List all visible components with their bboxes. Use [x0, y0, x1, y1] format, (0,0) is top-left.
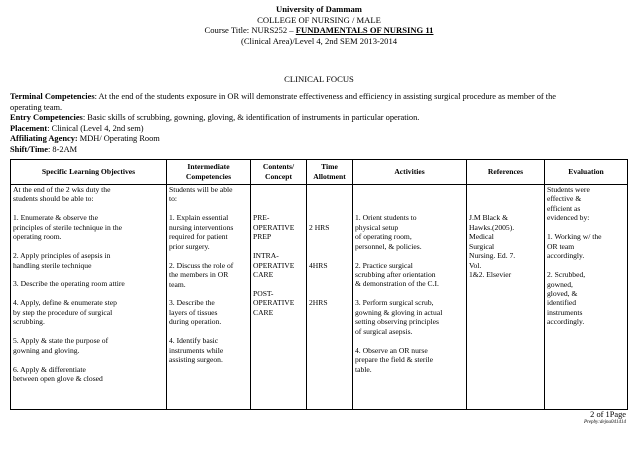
cell-line: gowned,: [547, 279, 573, 289]
competency-label: Shift/Time: [10, 144, 49, 154]
cell-line: [309, 251, 350, 260]
college-name: COLLEGE OF NURSING / MALE: [257, 14, 381, 25]
cell-line: Vol.: [469, 260, 482, 270]
header-activities: Activities: [353, 160, 467, 185]
cell-line: required for patient: [169, 232, 228, 242]
cell-line: handling sterile technique: [13, 260, 92, 270]
cell-line: 4. Observe an OR nurse: [355, 345, 428, 355]
cell-line: [309, 270, 350, 279]
cell-line: between open glove & closed: [13, 373, 103, 383]
table-header-row: [11, 160, 628, 185]
cell-line: [253, 242, 304, 251]
cell-line: OPERATIVE: [253, 260, 295, 270]
cell-line: of operating room,: [355, 232, 412, 242]
cell-line: personnel, & policies.: [355, 241, 422, 251]
cell-line: [253, 204, 304, 213]
cell-line: 1&2. Elsevier: [469, 270, 512, 280]
learning-plan-table: [10, 159, 628, 410]
competency-label: Affiliating Agency:: [10, 134, 78, 143]
cell-line: 3. Perform surgical scrub,: [355, 298, 434, 308]
objectives-cell: [11, 185, 167, 410]
cell-line: 1. Enumerate & observe the: [13, 213, 98, 223]
cell-line: CARE: [253, 307, 274, 317]
cell-line: 4. Identify basic: [169, 336, 219, 346]
cell-line: 2 HRS: [309, 222, 330, 232]
cell-line: instruments: [547, 307, 583, 317]
cell-line: [355, 194, 464, 203]
cell-line: assisting surgeon.: [169, 355, 223, 365]
cell-line: [547, 261, 625, 270]
cell-line: principles of sterile technique in the: [13, 222, 123, 232]
cell-line: [253, 194, 304, 203]
cell-line: [169, 204, 248, 213]
cell-line: Surgical: [469, 241, 495, 251]
cell-line: 3. Describe the operating room attire: [13, 279, 125, 289]
cell-line: prior surgery.: [169, 241, 210, 251]
cell-line: during operation.: [169, 317, 222, 327]
cell-line: prepare the field & sterile: [355, 355, 434, 365]
cell-line: [355, 251, 464, 260]
cell-line: OPERATIVE: [253, 298, 295, 308]
cell-line: [13, 242, 164, 251]
table-row: [11, 185, 628, 410]
cell-line: J.M Black &: [469, 213, 509, 223]
university-name: University of Dammam: [276, 4, 362, 14]
cell-line: 1. Working w/ the: [547, 232, 602, 242]
cell-line: 3. Describe the: [169, 298, 215, 308]
cell-line: efficient as: [547, 203, 581, 213]
competency-line: [10, 134, 628, 144]
cell-line: accordingly.: [547, 317, 585, 327]
cell-line: [309, 185, 350, 194]
competency-text: operating team.: [10, 102, 63, 112]
cell-line: [469, 194, 542, 203]
cell-line: 5. Apply & state the purpose of: [13, 336, 109, 346]
cell-line: [309, 213, 350, 222]
cell-line: [13, 270, 164, 279]
competency-text: : At the end of the students exposure in OR will demonstrate effectiveness and efficiency in assisting surgical procedure as member of the: [94, 92, 557, 101]
cell-line: 6. Apply & differentiate: [13, 364, 86, 374]
competency-label: Placement: [10, 123, 48, 133]
cell-line: 4. Apply, define & enumerate step: [13, 298, 117, 308]
cell-line: 4HRS: [309, 260, 328, 270]
cell-line: [169, 327, 248, 336]
cell-line: to:: [169, 194, 178, 204]
cell-line: PREP: [253, 232, 272, 242]
cell-line: PRE-: [253, 213, 270, 223]
cell-line: of surgical asepsis.: [355, 326, 413, 336]
cell-line: identified: [547, 298, 577, 308]
cell-line: Students were: [547, 185, 590, 194]
cell-line: evidenced by:: [547, 213, 590, 223]
cell-line: & demonstration of the C.I.: [355, 279, 439, 289]
competency-text: : 8-2AM: [48, 144, 78, 154]
cell-line: scrubbing after orientation: [355, 270, 436, 280]
competencies-cell: [167, 185, 251, 410]
prepared-by-credit: Prepby:dejna041414: [583, 420, 626, 425]
focus-title: CLINICAL FOCUS: [284, 74, 354, 84]
cell-line: [13, 355, 164, 364]
cell-line: students should be able to:: [13, 194, 94, 204]
time-cell: [307, 185, 353, 410]
contents-cell: [251, 185, 307, 410]
cell-line: INTRA-: [253, 251, 279, 261]
cell-line: [547, 223, 625, 232]
cell-line: 2HRS: [309, 298, 328, 308]
cell-line: At the end of the 2 wks duty the: [13, 185, 111, 194]
cell-line: 2. Discuss the role of: [169, 260, 234, 270]
cell-line: [309, 194, 350, 203]
cell-line: [355, 185, 464, 194]
evaluation-cell: [545, 185, 628, 410]
cell-line: [469, 204, 542, 213]
cell-line: physical setup: [355, 222, 399, 232]
competency-line: [10, 113, 628, 123]
cell-line: 1. Explain essential: [169, 213, 229, 223]
cell-line: [355, 336, 464, 345]
competency-line: [10, 124, 628, 134]
competency-text: : Clinical (Level 4, 2nd sem): [47, 123, 144, 133]
cell-line: setting observing principles: [355, 317, 439, 327]
cell-line: POST-: [253, 288, 274, 298]
competency-label: Entry Competencies: [10, 113, 83, 122]
header-time: Time Allotment: [307, 160, 353, 185]
cell-line: accordingly.: [547, 251, 585, 261]
references-cell: [467, 185, 545, 410]
cell-line: Nursing. Ed. 7.: [469, 251, 516, 261]
header-references: References: [467, 160, 545, 185]
competency-text: MDH/ Operating Room: [77, 134, 160, 143]
cell-line: Students will be able: [169, 185, 233, 194]
cell-line: the members in OR: [169, 270, 229, 280]
cell-line: nursing interventions: [169, 222, 234, 232]
competency-line: [10, 103, 628, 113]
cell-line: [13, 204, 164, 213]
cell-line: [309, 232, 350, 241]
cell-line: layers of tissues: [169, 307, 218, 317]
cell-line: OPERATIVE: [253, 222, 295, 232]
cell-line: 1. Orient students to: [355, 213, 417, 223]
cell-line: gowning & gloving in actual: [355, 307, 443, 317]
cell-line: OR team: [547, 241, 575, 251]
cell-line: 2. Practice surgical: [355, 260, 413, 270]
cell-line: instruments while: [169, 345, 224, 355]
competency-line: [10, 92, 628, 102]
header-competencies: Intermediate Competencies: [167, 160, 251, 185]
cell-line: team.: [169, 279, 186, 289]
cell-line: Medical: [469, 232, 494, 242]
cell-line: [253, 279, 304, 288]
cell-line: [355, 204, 464, 213]
cell-line: gowning and gloving.: [13, 345, 80, 355]
cell-line: by step the procedure of surgical: [13, 307, 113, 317]
course-title-prefix: Course Title: NURS252 –: [204, 25, 296, 35]
cell-line: 2. Apply principles of asepsis in: [13, 251, 111, 261]
cell-line: Hawks.(2005).: [469, 222, 515, 232]
cell-line: [355, 289, 464, 298]
competency-label: Terminal Competencies: [10, 92, 95, 101]
cell-line: [309, 242, 350, 251]
cell-line: effective &: [547, 194, 582, 204]
cell-line: [253, 185, 304, 194]
clinical-area: (Clinical Area)/Level 4, 2nd SEM 2013-2014: [240, 35, 398, 46]
header-contents: Contents/ Concept: [251, 160, 307, 185]
course-title: [0, 25, 638, 35]
course-name: FUNDAMENTALS OF NURSING 11: [295, 25, 434, 35]
cell-line: [309, 279, 350, 288]
cell-line: [309, 204, 350, 213]
header-objectives: Specific Learning Objectives: [11, 160, 167, 185]
competency-text: : Basic skills of scrubbing, gowning, gloving, & identification of instruments in particular operation.: [82, 113, 420, 122]
page-number: 2 of 1Page: [590, 410, 626, 419]
cell-line: [13, 327, 164, 336]
cell-line: 2. Scrubbed,: [547, 270, 586, 280]
cell-line: table.: [355, 364, 372, 374]
activities-cell: [353, 185, 467, 410]
header-evaluation: Evaluation: [545, 160, 628, 185]
cell-line: [169, 251, 248, 260]
cell-line: [309, 289, 350, 298]
cell-line: [169, 289, 248, 298]
cell-line: gloved, &: [547, 288, 578, 298]
cell-line: [469, 185, 542, 194]
cell-line: [13, 289, 164, 298]
cell-line: CARE: [253, 270, 274, 280]
competency-line: [10, 145, 628, 155]
cell-line: operating room.: [13, 232, 62, 242]
cell-line: scrubbing.: [13, 317, 45, 327]
